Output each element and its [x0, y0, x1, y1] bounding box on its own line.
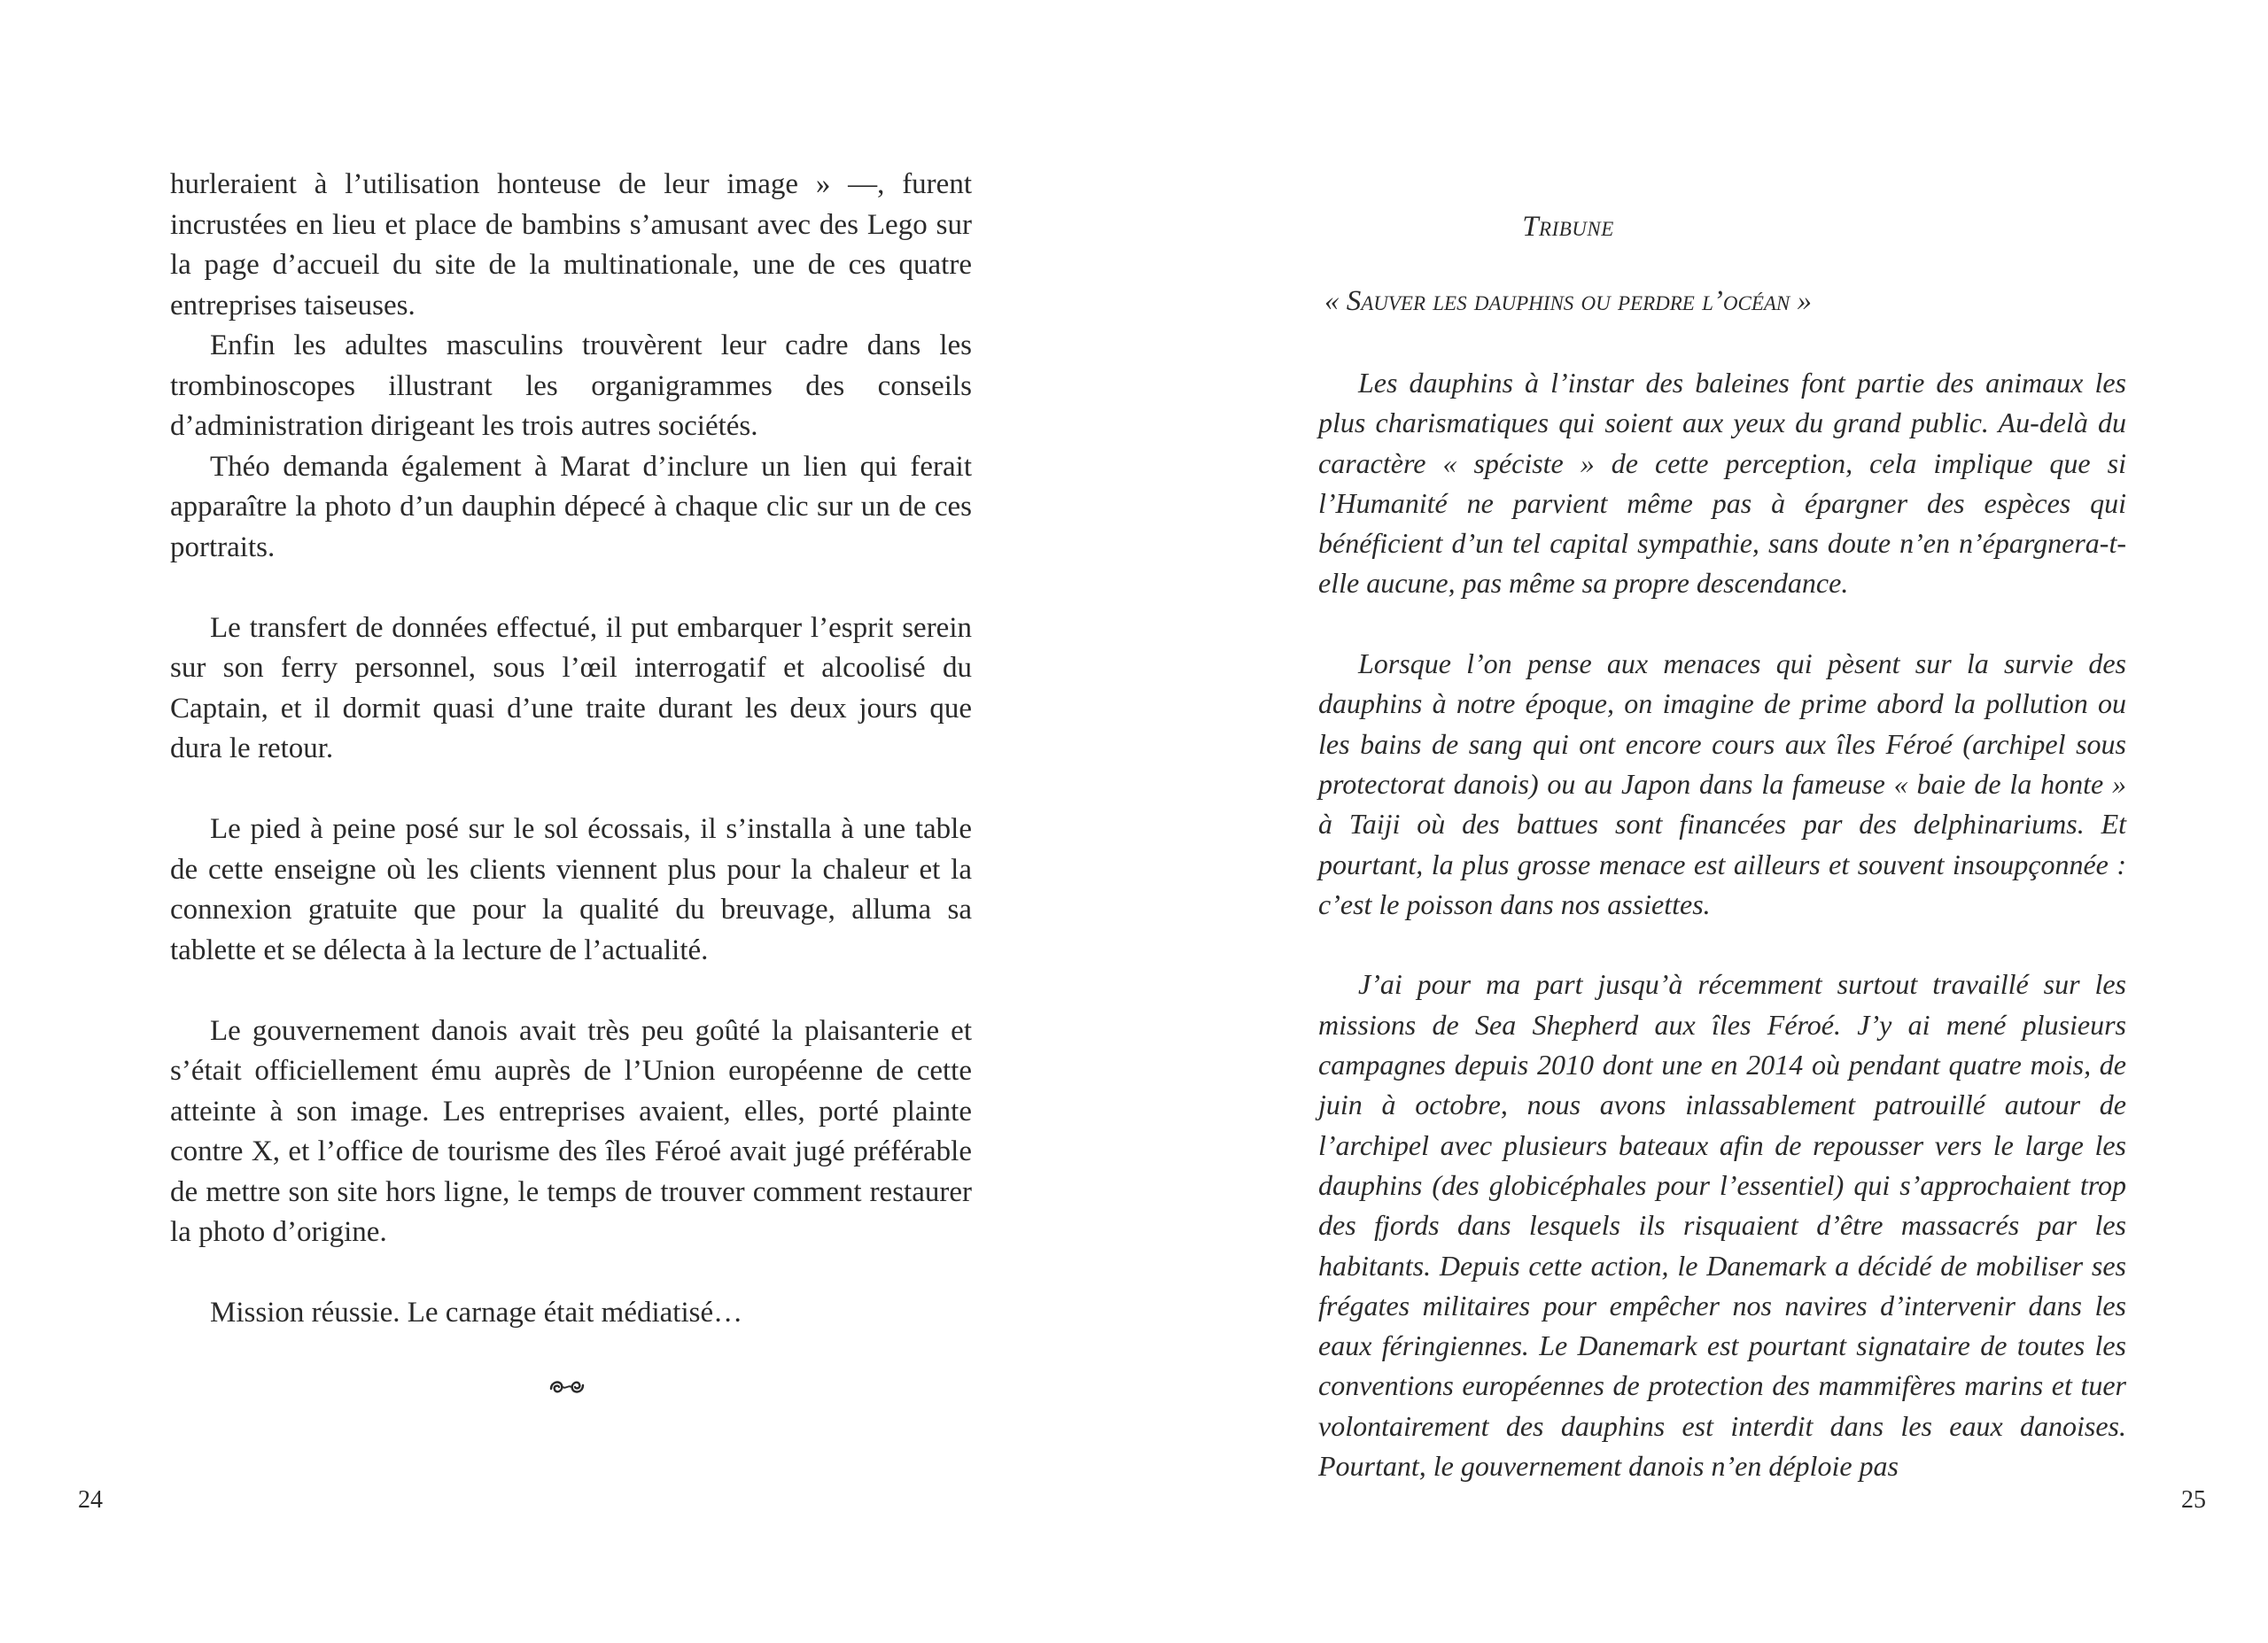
section-label: Tribune	[1522, 211, 1614, 243]
paragraph: hurleraient à l’utilisation honteuse de leur image » —, furent incrustées en lieu et place de bambins s’amusant avec des Lego sur la page d’accueil du site de la multinationale, une de ces quatre entreprises taiseuses.	[170, 168, 972, 322]
paragraph: Le gouvernement danois avait très peu goûté la plaisanterie et s’était officiellement ému auprès de l’Union européenne de cette atteinte à son image. Les entreprises avaient, elles, porté plainte contre X, et l’office de tourisme des îles Féroé avait jugé préférable de mettre son site hors ligne, le temps de trouver comment restaurer la photo d’origine.	[170, 1014, 972, 1248]
paragraph: J’ai pour ma part jusqu’à récemment surtout travaillé sur les missions de Sea Shepherd aux îles Féroé. J’y ai mené plusieurs campagnes depuis 2010 dont une en 2014 où pendant quatre mois, de juin à octobre, nous avons inlassablement patrouillé autour de l’archipel avec plusieurs bateaux afin de repousser vers le large les dauphins (des globicéphales pour l’essentiel) qui s’approchaient trop des fjords dans lesquels ils risquaient d’être massacrés par les habitants. Depuis cette action, le Danemark a décidé de mobiliser ses frégates militaires pour empêcher nos navires d’intervenir dans les eaux féringiennes. Le Danemark est pourtant signataire de toutes les conventions européennes de protection des mammifères marins et tuer volontairement des dauphins est interdit dans les eaux danoises. Pourtant, le gouvernement danois n’en déploie pas	[1318, 968, 2126, 1483]
paragraph: Lorsque l’on pense aux menaces qui pèsent sur la survie des dauphins à notre époque, on imagine de prime abord la pollution ou les bains de sang qui ont encore cours aux îles Féroé (archipel sous protectorat danois) ou au Japon dans la fameuse « baie de la honte » à Taiji où des battues sont financées par des delphinariums. Et pourtant, la plus grosse menace est ailleurs et souvent insoupçonnée : c’est le poisson dans nos assiettes.	[1318, 647, 2126, 920]
paragraph: Le transfert de données effectué, il put embarquer l’esprit serein sur son ferry personnel, sous l’œil interrogatif et alcoolisé du Captain, et il dormit quasi d’une traite durant les deux jours que dura le retour.	[170, 611, 972, 764]
paragraph: Enfin les adultes masculins trouvèrent leur cadre dans les trombinoscopes illustrant les organigrammes des conseils d’administration dirigeant les trois autres sociétés.	[170, 329, 972, 442]
article-title: « Sauver les dauphins ou perdre l’océan »	[1324, 285, 1813, 317]
right-page-body	[1318, 363, 2126, 1486]
paragraph: Les dauphins à l’instar des baleines font partie des animaux les plus charismatiques qui soient aux yeux du grand public. Au-delà du caractère « spéciste » de cette perception, cela implique que si l’Humanité ne parvient même pas à épargner des espèces qui bénéficient d’un tel capital sympathie, sans doute n’en n’épargnera-t-elle aucune, pas même sa propre descendance.	[1318, 367, 2126, 600]
right-page	[1134, 0, 2268, 1643]
page-number: 25	[2181, 1486, 2206, 1514]
left-page-body	[170, 165, 972, 1334]
page-number: 24	[78, 1486, 103, 1514]
paragraph: Le pied à peine posé sur le sol écossais, il s’installa à une table de cette enseigne où les clients viennent plus pour la chaleur et la connexion gratuite que pour la qualité du breuvage, alluma sa tablette et se délecta à la lecture de l’actualité.	[170, 813, 972, 966]
section-ornament-icon	[0, 1371, 1134, 1407]
paragraph: Mission réussie. Le carnage était médiatisé…	[210, 1297, 743, 1329]
paragraph: Théo demanda également à Marat d’inclure un lien qui ferait apparaître la photo d’un dauphin dépecé à chaque clic sur un de ces portraits.	[170, 450, 972, 563]
